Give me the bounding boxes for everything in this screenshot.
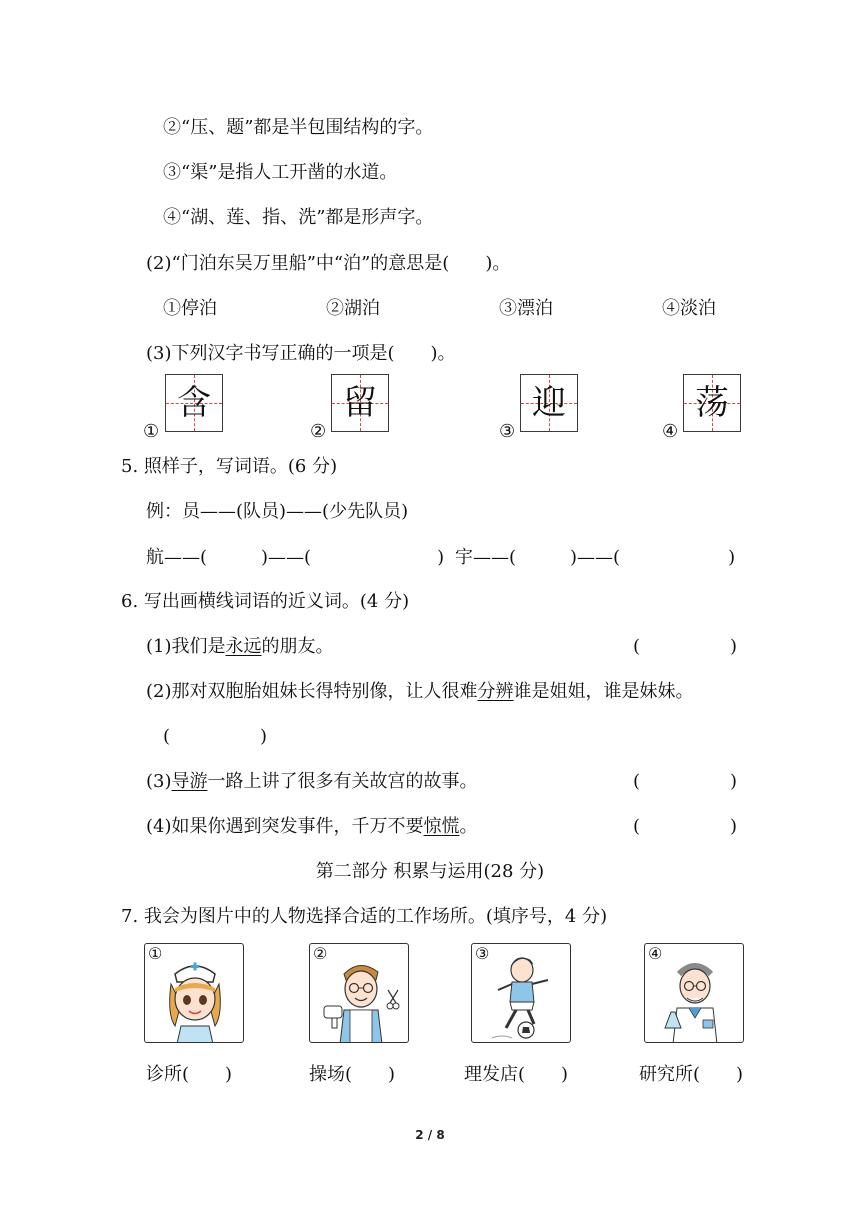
q4-sub3-choice-3-grid bbox=[520, 374, 578, 432]
q4-sub3-choice-3-char: 迎 bbox=[532, 383, 566, 423]
q6-item-1-post: 的朋友。 bbox=[261, 636, 334, 657]
q6-item-2-pre: (2)那对双胞胎姐妹长得特别像，让人很难 bbox=[146, 681, 478, 702]
q4-sub3-choice-2-num: ② bbox=[310, 421, 327, 442]
q5-row-a: 航——( )——( ) bbox=[146, 547, 445, 568]
q7-picture-4 bbox=[644, 943, 744, 1043]
q4-sub3-choice-4-num: ④ bbox=[662, 421, 679, 442]
q6-title: 6. 写出画横线词语的近义词。(4 分) bbox=[121, 591, 410, 612]
part2-header: 第二部分 积累与运用(28 分) bbox=[315, 861, 545, 882]
q6-item-2-answer-blank[interactable]: ( ) bbox=[163, 726, 268, 747]
q4-sub3-stem: (3)下列汉字书写正确的一项是( )。 bbox=[146, 343, 456, 364]
q4-sub3-choice-2-char: 留 bbox=[343, 383, 377, 423]
q6-item-1-pre: (1)我们是 bbox=[146, 636, 226, 657]
q7-title: 7. 我会为图片中的人物选择合适的工作场所。(填序号，4 分) bbox=[121, 906, 608, 927]
q4-option-4: ④“湖、莲、指、洗”都是形声字。 bbox=[163, 207, 434, 228]
q6-item-2 bbox=[146, 680, 694, 704]
q4-sub2-option-3: ③漂泊 bbox=[499, 298, 553, 319]
q7-picture-3-num: ③ bbox=[475, 944, 490, 963]
q7-picture-1 bbox=[144, 943, 244, 1043]
q4-option-2: ②“压、题”都是半包围结构的字。 bbox=[163, 117, 434, 138]
q7-place-2: 操场( ) bbox=[309, 1064, 396, 1085]
q6-item-2-post: 谁是姐姐，谁是妹妹。 bbox=[513, 681, 694, 702]
q4-sub3-choice-3-num: ③ bbox=[499, 421, 516, 442]
q6-item-3 bbox=[146, 770, 478, 794]
q7-place-4: 研究所( ) bbox=[639, 1064, 744, 1085]
q6-item-4-word: 惊慌 bbox=[423, 816, 460, 837]
q6-item-3-post: 一路上讲了很多有关故宫的故事。 bbox=[207, 771, 478, 792]
q7-picture-4-num: ④ bbox=[648, 944, 663, 963]
q6-item-4-answer-blank[interactable]: ( ) bbox=[633, 816, 738, 837]
q4-sub2-option-1: ①停泊 bbox=[163, 298, 217, 319]
q4-sub3-choice-4-char: 荡 bbox=[695, 383, 729, 423]
q7-picture-1-num: ① bbox=[148, 944, 163, 963]
q4-sub3-choice-4-grid bbox=[683, 374, 741, 432]
q4-sub3-choice-1-char: 含 bbox=[177, 383, 211, 423]
q4-sub3-choice-2-grid bbox=[331, 374, 389, 432]
page-number: 2 / 8 bbox=[415, 1128, 445, 1142]
q6-item-3-answer-blank[interactable]: ( ) bbox=[633, 771, 738, 792]
q4-sub2-stem: (2)“门泊东吴万里船”中“泊”的意思是( )。 bbox=[146, 253, 511, 274]
q7-picture-3 bbox=[471, 943, 571, 1043]
q4-sub2-option-4: ④淡泊 bbox=[662, 298, 716, 319]
q6-item-4-pre: (4)如果你遇到突发事件，千万不要 bbox=[146, 816, 424, 837]
q4-option-3: ③“渠”是指人工开凿的水道。 bbox=[163, 162, 398, 183]
q7-place-3: 理发店( ) bbox=[464, 1064, 569, 1085]
q6-item-1-answer-blank[interactable]: ( ) bbox=[633, 636, 738, 657]
q5-title: 5. 照样子，写词语。(6 分) bbox=[121, 456, 338, 477]
q6-item-4-post: 。 bbox=[459, 816, 478, 837]
q7-picture-2 bbox=[309, 943, 409, 1043]
q7-place-1: 诊所( ) bbox=[146, 1064, 233, 1085]
q6-item-1-word: 永远 bbox=[225, 636, 262, 657]
q6-item-4 bbox=[146, 815, 478, 839]
q4-sub3-choice-1-grid bbox=[165, 374, 223, 432]
q5-row-b: 宇——( )——( ) bbox=[455, 547, 736, 568]
q4-sub2-option-2: ②湖泊 bbox=[326, 298, 380, 319]
q6-item-1 bbox=[146, 635, 334, 659]
q6-item-3-word: 导游 bbox=[171, 771, 208, 792]
q5-example: 例：员——(队员)——(少先队员) bbox=[146, 501, 409, 522]
q4-sub3-choice-1-num: ① bbox=[143, 421, 160, 442]
q6-item-3-pre: (3) bbox=[146, 771, 172, 792]
q6-item-2-word: 分辨 bbox=[477, 681, 514, 702]
q7-picture-2-num: ② bbox=[313, 944, 328, 963]
